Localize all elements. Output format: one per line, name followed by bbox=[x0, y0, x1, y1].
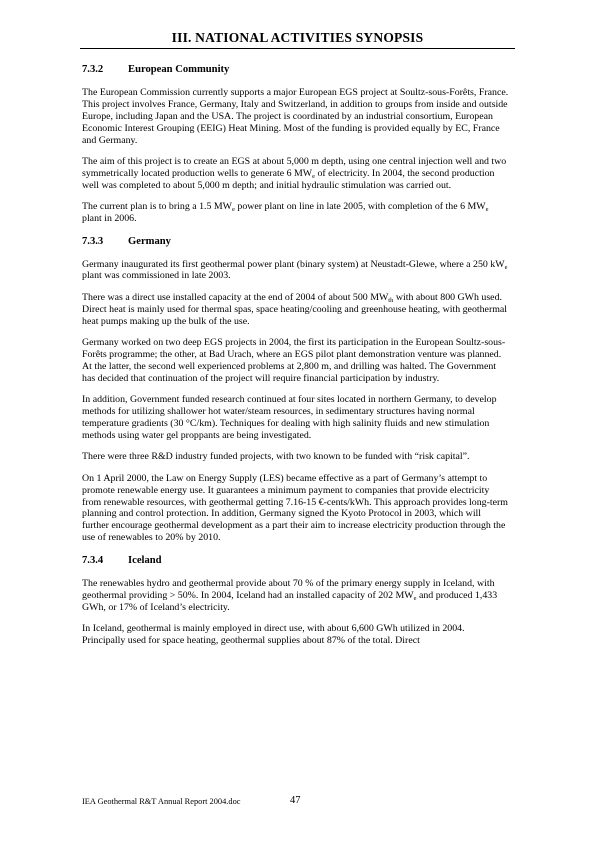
paragraph-text: Germany inaugurated its first geothermal power plant (binary system) at Neustadt-Glewe, where a 250 kW bbox=[82, 258, 505, 270]
paragraph bbox=[82, 578, 510, 614]
subscript: e bbox=[312, 172, 315, 180]
paragraph: Germany worked on two deep EGS projects in 2004, the first its participation in the European Soultz-sous-Forêts programme; the other, at Bad Urach, where an EGS pilot plant demonstration venture was planned. At the latter, the second well experienced problems at 2,800 m, and drilling was halted. The Government has decided that continuation of the project will require financial participation by industry. bbox=[82, 337, 506, 384]
paragraph bbox=[82, 292, 510, 328]
section-number: 7.3.4 bbox=[82, 554, 104, 566]
section-number: 7.3.2 bbox=[82, 64, 104, 75]
page-number: 47 bbox=[290, 795, 301, 806]
paragraph-text: plant was commissioned in late 2003. bbox=[82, 270, 231, 282]
section-heading-iceland bbox=[82, 554, 510, 567]
paragraph: In Iceland, geothermal is mainly employed in direct use, with about 6,600 GWh utilized in 2004. Principally used for space heating, geothermal supplies about 87% of the total. Direct bbox=[82, 622, 465, 646]
section-title: European Community bbox=[128, 64, 230, 75]
paragraph bbox=[82, 156, 510, 192]
paragraph: In addition, Government funded research continued at four sites located in northern Germany, to develop methods for utilizing shallower hot water/steam resources, in sedimentary structures having normal temperature gradients (30 °C/km). Techniques for dealing with high salinity fluids and new stimulation methods using water gel proppants are being investigated. bbox=[82, 394, 497, 441]
paragraph: There were three R&D industry funded projects, with two known to be funded with “risk capital”. bbox=[82, 451, 470, 463]
paragraph-text: of electricity. In 2004, the second production well was completed to about 5,000 m depth; and initial hydraulic stimulation was carried out. bbox=[82, 167, 495, 191]
subscript: th bbox=[388, 296, 394, 304]
section-number: 7.3.3 bbox=[82, 235, 104, 247]
page-body bbox=[82, 56, 510, 656]
paragraph-text: The renewables hydro and geothermal provide about 70 % of the primary energy supply in Iceland, with geothermal providing > 50%. In 2004, Iceland had an installed capacity of 202 MW bbox=[82, 577, 495, 601]
paragraph: On 1 April 2000, the Law on Energy Supply (LES) became effective as a part of Germany’s attempt to promote renewable energy use. It guarantees a minimum payment to companies that provide electricity from renewable resources, with geothermal getting 7.16-15 €-cents/kWh. This approach provides long-term planning and control protection. In addition, Germany signed the Kyoto Protocol in 2003, which will further encourage geothermal development as a part their aim to increase electricity production through the use of renewables to 20% by 2010. bbox=[82, 472, 508, 544]
paragraph-text: The aim of this project is to create an EGS at about 5,000 m depth, using one central injection well and two symmetrically located production wells to generate 6 MW bbox=[82, 156, 507, 179]
footer-doc-name: IEA Geothermal R&T Annual Report 2004.doc bbox=[82, 797, 241, 806]
paragraph-text: plant in 2006. bbox=[82, 213, 137, 225]
page-header: III. NATIONAL ACTIVITIES SYNOPSIS bbox=[80, 30, 515, 49]
section-title: Iceland bbox=[128, 554, 162, 566]
subscript: e bbox=[504, 263, 508, 271]
paragraph: The European Commission currently supports a major European EGS project at Soultz-sous-Forêts, France. This project involves France, Germany, Italy and Switzerland, in addition to groups from inside and outside Europe, including Japan and the USA. The project is coordinated by an industrial consortium, European Economic Interest Grouping (EEIG) Heat Mining. Most of the funding is provided equally by EC, France and Germany. bbox=[82, 87, 509, 146]
subscript: e bbox=[232, 206, 235, 214]
subscript: e bbox=[413, 594, 417, 602]
paragraph-text: power plant on line in late 2005, with completion of the 6 MW bbox=[234, 201, 486, 213]
paragraph-text: with about 800 GWh used. Direct heat is mainly used for thermal spas, space heating/cooling and greenhouse heating, with geothermal heat pumps making up the bulk of the use. bbox=[82, 291, 508, 327]
paragraph-text: There was a direct use installed capacity at the end of 2004 of about 500 MW bbox=[82, 291, 389, 303]
paragraph-text: The current plan is to bring a 1.5 MW bbox=[82, 201, 233, 213]
section-heading-germany bbox=[82, 235, 510, 248]
paragraph bbox=[82, 259, 510, 283]
section-heading-european-community bbox=[82, 63, 510, 76]
paragraph-text: and produced 1,433 GWh, or 17% of Iceland’s electricity. bbox=[82, 589, 498, 613]
paragraph bbox=[82, 201, 510, 225]
subscript: e bbox=[485, 206, 489, 214]
section-title: Germany bbox=[128, 235, 171, 247]
